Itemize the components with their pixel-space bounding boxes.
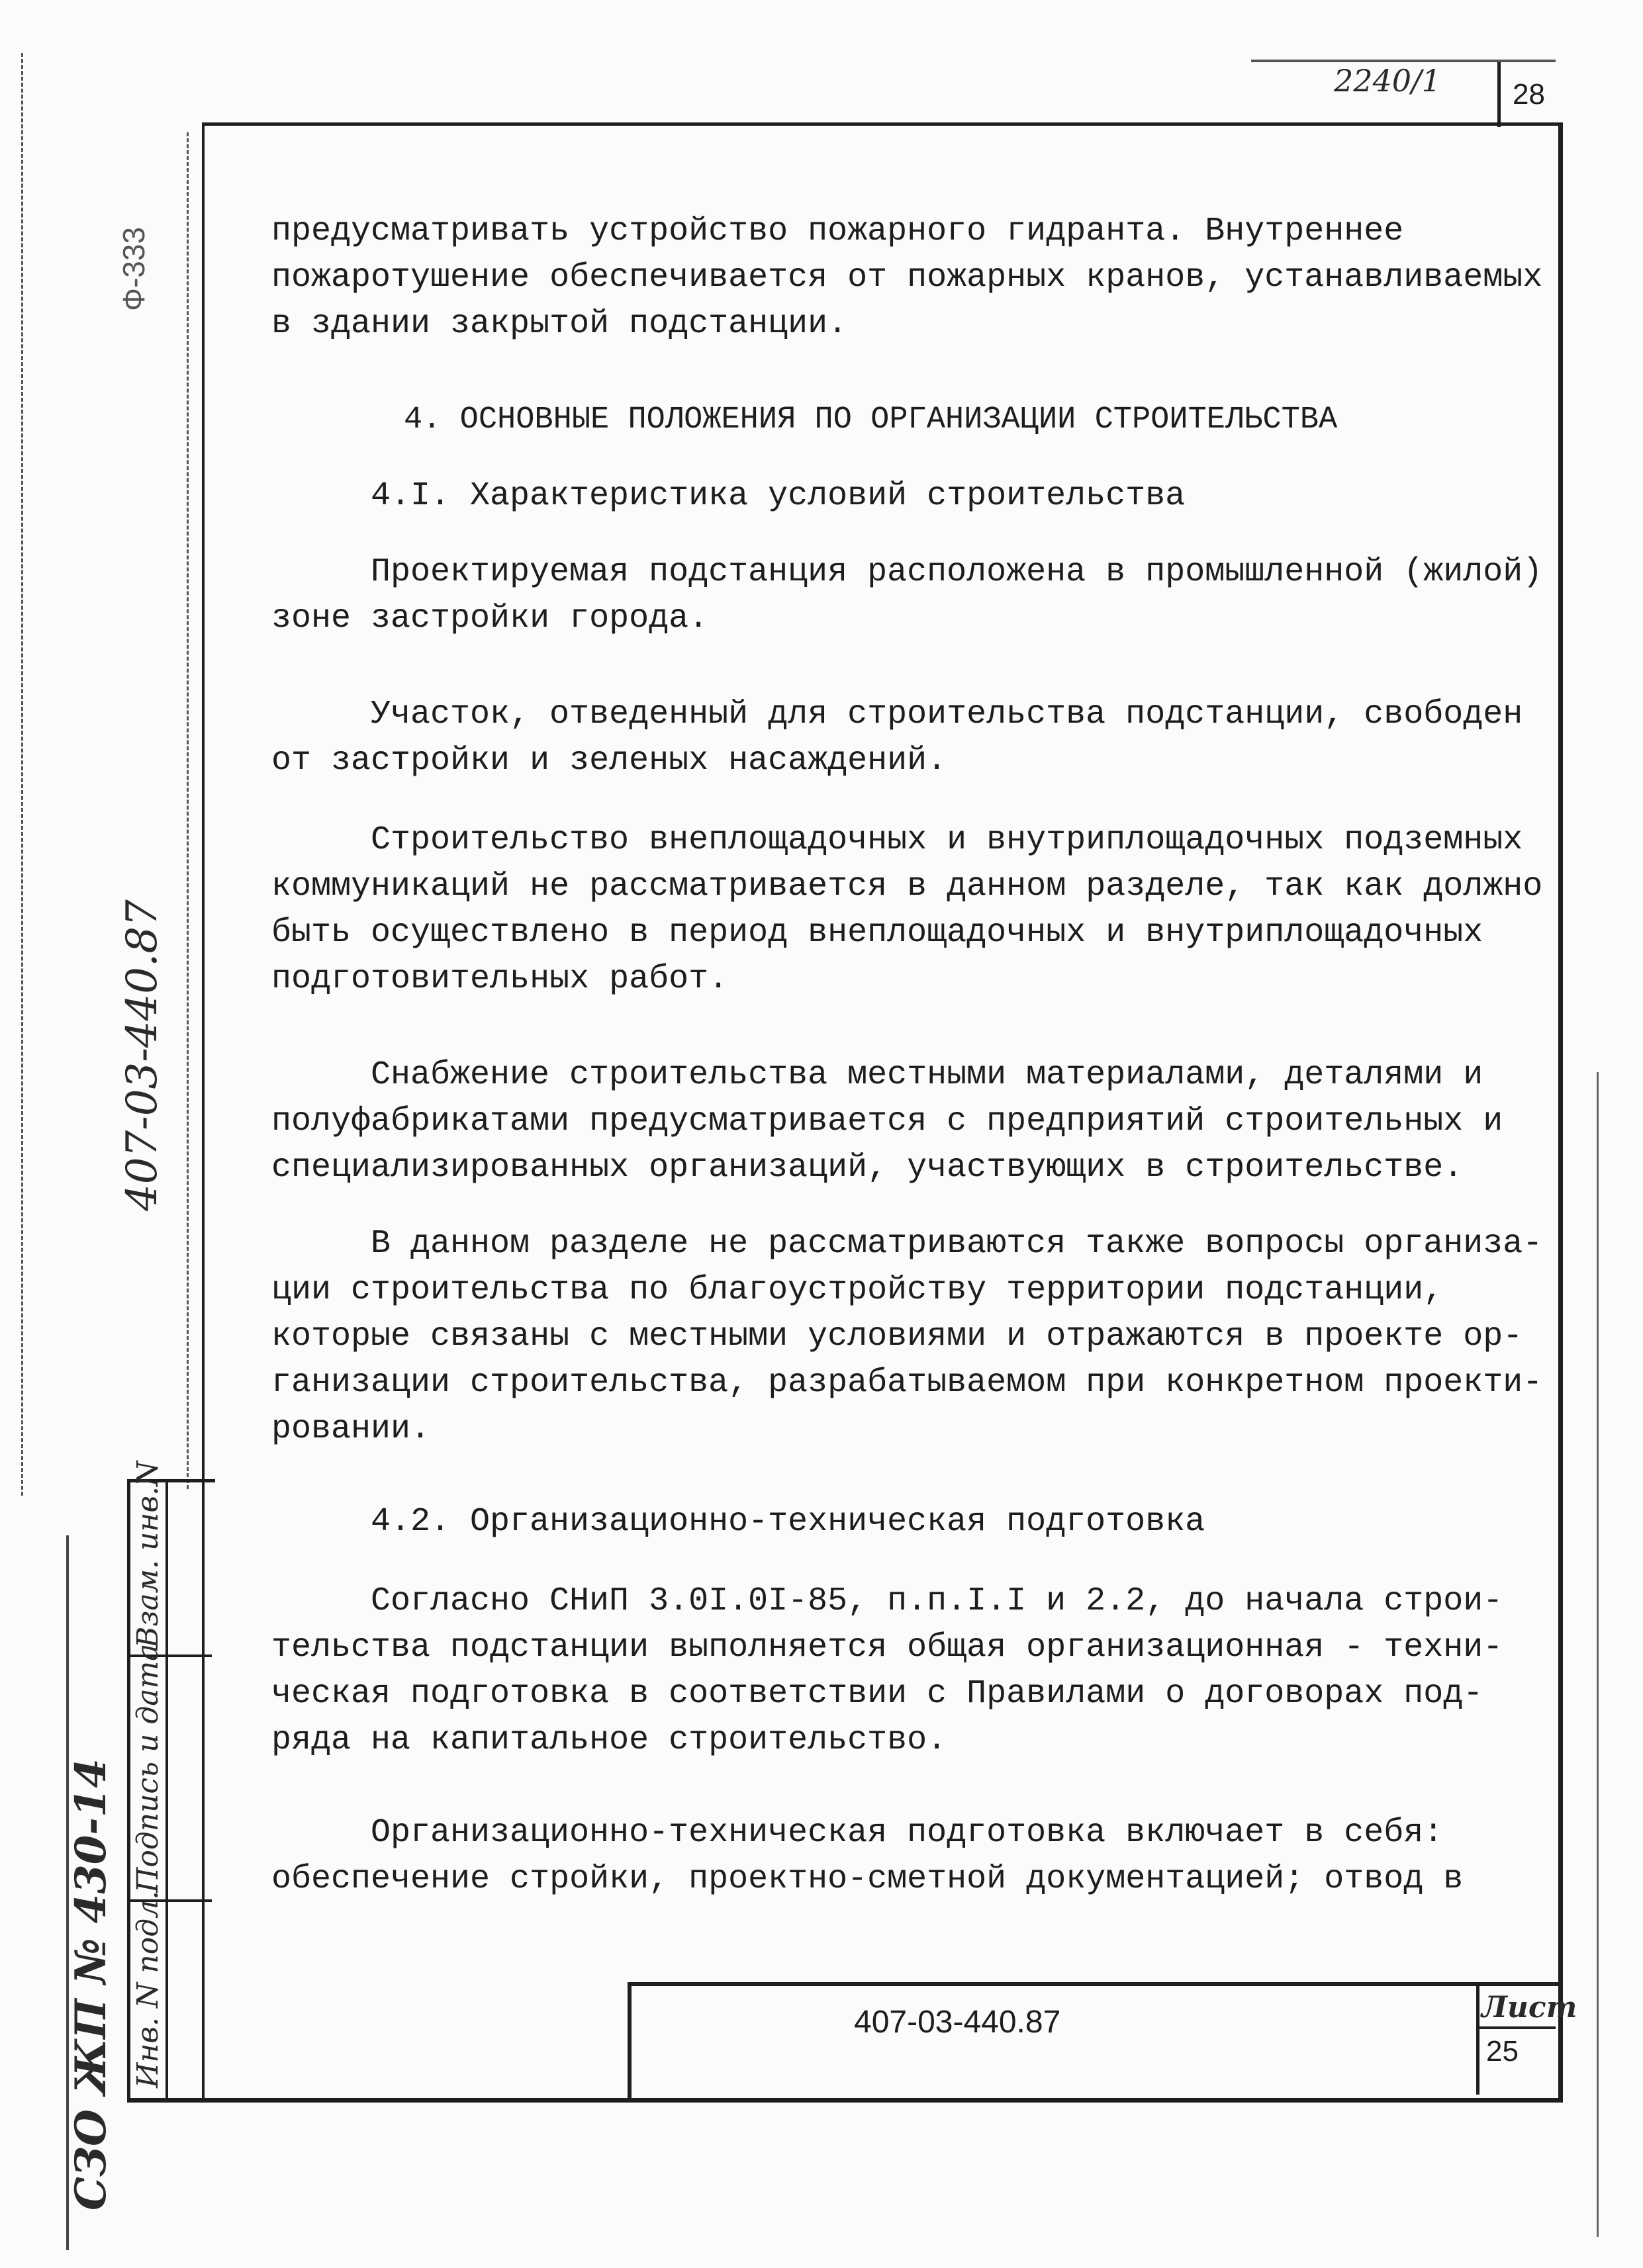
paragraph-line: от застройки и зеленых насаждений.	[271, 742, 947, 780]
paragraph-line: ряда на капитальное строительство.	[271, 1721, 947, 1759]
paragraph-line: специализированных организаций, участвующих в строительстве.	[271, 1149, 1464, 1187]
paragraph-3	[271, 817, 1543, 1003]
paragraph-line: Организационно-техническая подготовка включает в себя:	[371, 1814, 1444, 1852]
section-title: 4. ОСНОВНЫЕ ПОЛОЖЕНИЯ ПО ОРГАНИЗАЦИИ СТРОИТЕЛЬСТВА	[404, 402, 1338, 437]
paragraph-line: тельства подстанции выполняется общая организационная - техни-	[271, 1629, 1503, 1666]
intro-text	[271, 208, 1543, 347]
stamp-inv-label: Инв. N подл.	[131, 1890, 165, 2088]
stamp-column-divider	[165, 1479, 168, 2098]
paragraph-line: ганизации строительства, разрабатываемом при конкретном проекти-	[271, 1364, 1543, 1402]
stamp-podpis-label: Подпись и дата	[131, 1643, 165, 1893]
sheet-label: Лист	[1481, 1991, 1577, 2024]
sheet-number: 25	[1486, 2035, 1519, 2067]
paragraph-line: Проектируемая подстанция расположена в промышленной (жилой)	[371, 553, 1543, 591]
archive-number: 2240/1	[1334, 63, 1441, 99]
project-code-vertical: 407-03-440.87	[118, 899, 167, 1211]
paragraph-2	[271, 692, 1523, 784]
registry-number: СЗО ЖП № 430-14	[66, 1758, 116, 2210]
paragraph-5	[271, 1221, 1543, 1453]
paragraph-line: Участок, отведенный для строительства подстанции, свободен	[371, 696, 1523, 733]
intro-line: в здании закрытой подстанции.	[271, 305, 848, 343]
paragraph-line: обеспечение стройки, проектно-сметной документацией; отвод в	[271, 1860, 1464, 1898]
stamp-vzam-label: Взам. инв.N	[131, 1461, 165, 1648]
sheet-label-rule	[1476, 2026, 1556, 2029]
right-margin-line	[1597, 1072, 1599, 2237]
side-code: Ф-333	[117, 226, 151, 311]
page-number-box-left	[1497, 61, 1501, 127]
paragraph-line: которые связаны с местными условиями и отражаются в проекте ор-	[271, 1318, 1523, 1355]
paragraph-6	[271, 1578, 1503, 1764]
title-block-divider	[1476, 1982, 1479, 2095]
paragraph-line: подготовительных работ.	[271, 960, 729, 998]
paragraph-4	[271, 1052, 1503, 1191]
paragraph-line: ческая подготовка в соответствии с Правилами о договорах под-	[271, 1675, 1483, 1713]
paragraph-7	[271, 1810, 1496, 1903]
paragraph-line: быть осуществлено в период внеплощадочных и внутриплощадочных	[271, 914, 1483, 952]
intro-line: пожаротушение обеспечивается от пожарных кранов, устанавливаемых	[271, 259, 1543, 296]
paragraph-1	[271, 549, 1543, 642]
subsection-1-title: 4.I. Характеристика условий строительства	[371, 477, 1186, 515]
paragraph-line: Строительство внеплощадочных и внутриплощадочных подземных	[371, 821, 1523, 859]
paragraph-line: коммуникаций не рассматривается в данном разделе, так как должно	[271, 868, 1543, 905]
subsection-2-title: 4.2. Организационно-техническая подготовка	[371, 1503, 1205, 1541]
paragraph-line: зоне застройки города.	[271, 600, 709, 637]
page-number: 28	[1513, 78, 1545, 111]
paragraph-line: полуфабрикатами предусматривается с предприятий строительных и	[271, 1103, 1503, 1140]
title-block	[628, 1982, 1560, 2099]
paragraph-line: ровании.	[271, 1410, 431, 1448]
binding-line-2	[187, 132, 189, 1489]
header-rule	[1251, 60, 1556, 62]
intro-line: предусматривать устройство пожарного гидранта. Внутреннее	[271, 212, 1404, 250]
paragraph-line: Снабжение строительства местными материалами, деталями и	[371, 1056, 1483, 1094]
paragraph-line: ции строительства по благоустройству территории подстанции,	[271, 1271, 1444, 1309]
paragraph-line: Согласно СНиП 3.0I.0I-85, п.п.I.I и 2.2, до начала строи-	[371, 1582, 1503, 1620]
document-code: 407-03-440.87	[854, 2005, 1061, 2040]
binding-line-1	[21, 53, 23, 1496]
paragraph-line: В данном разделе не рассматриваются также вопросы организа-	[371, 1225, 1543, 1263]
